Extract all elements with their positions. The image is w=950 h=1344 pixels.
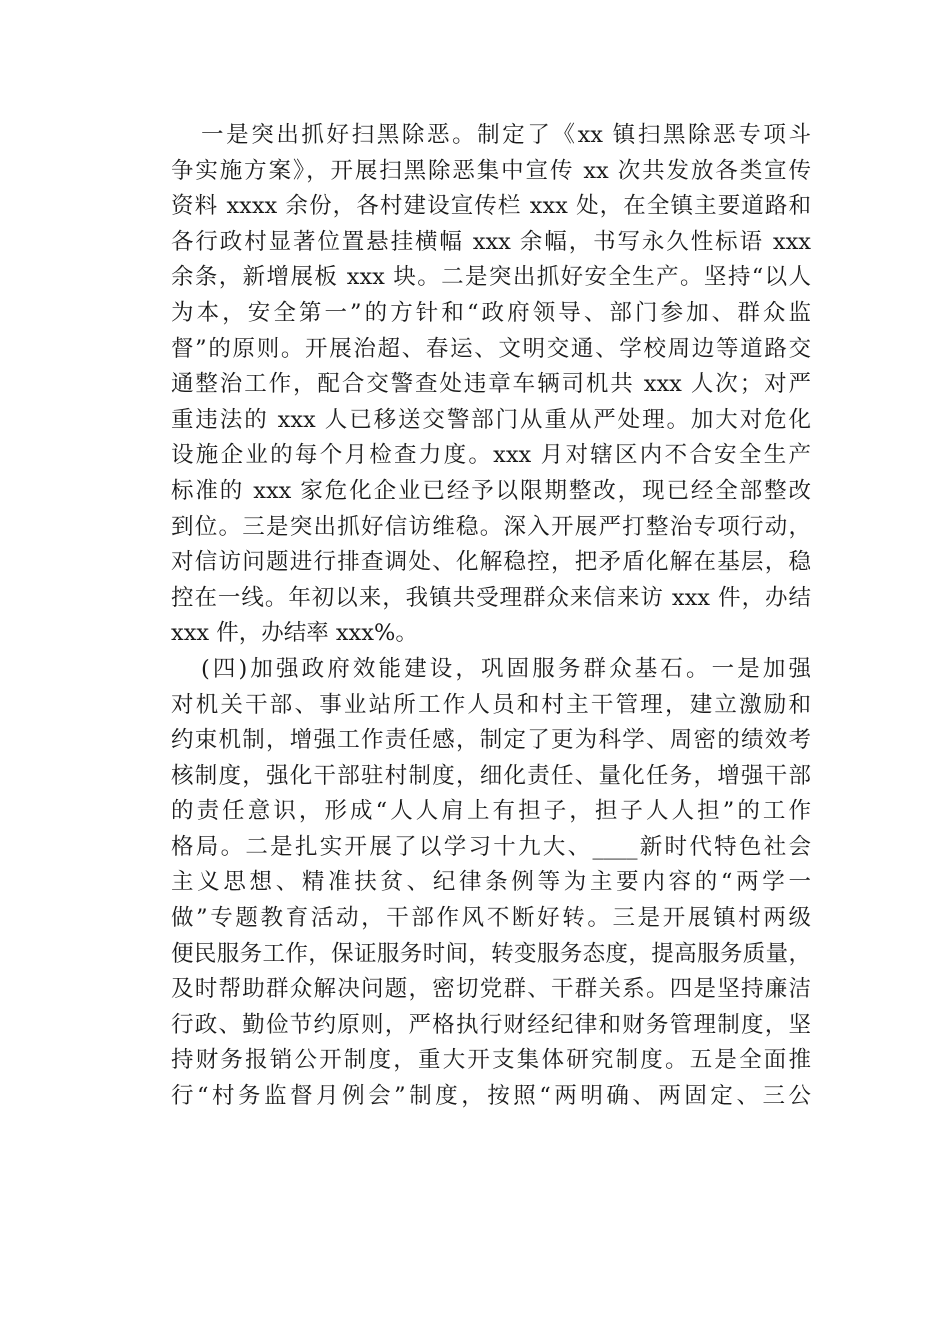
text-line: xxx 件，办结率 xxx%。: [171, 620, 418, 647]
paragraph-security-work: [171, 118, 811, 652]
text-line: 重违法的 xxx 人已移送交警部门从重从严处理。加大对危化: [171, 406, 811, 433]
text-line: 做”专题教育活动，干部作风不断好转。三是开展镇村两级: [171, 905, 811, 932]
text-line: 资料 xxxx 余份，各村建设宣传栏 xxx 处，在全镇主要道路和: [171, 193, 811, 220]
text-line: 便民服务工作，保证服务时间，转变服务态度，提高服务质量，: [171, 940, 811, 967]
text-line: 格局。二是扎实开展了以学习十九大、____新时代特色社会: [171, 833, 811, 860]
text-line: 为本，安全第一”的方针和“政府领导、部门参加、群众监: [171, 299, 811, 326]
text-line: 各行政村显著位置悬挂横幅 xxx 余幅，书写永久性标语 xxx: [171, 228, 811, 255]
text-line: (四)加强政府效能建设，巩固服务群众基石。一是加强: [201, 655, 811, 682]
text-line: 对信访问题进行排查调处、化解稳控，把矛盾化解在基层，稳: [171, 549, 811, 576]
text-line: 约束机制，增强工作责任感，制定了更为科学、周密的绩效考: [171, 727, 811, 754]
text-line: 通整治工作，配合交警查处违章车辆司机共 xxx 人次；对严: [171, 371, 811, 398]
text-line: 督”的原则。开展治超、春运、文明交通、学校周边等道路交: [171, 335, 811, 362]
text-line: 标准的 xxx 家危化企业已经予以限期整改，现已经全部整改: [171, 477, 811, 504]
body-text: [171, 118, 811, 1115]
text-line: 主义思想、精准扶贫、纪律条例等为主要内容的“两学一: [171, 869, 811, 896]
text-line: 余条，新增展板 xxx 块。二是突出抓好安全生产。坚持“以人: [171, 264, 811, 291]
text-line: 行“村务监督月例会”制度，按照“两明确、两固定、三公: [171, 1083, 811, 1110]
paragraph-government-efficiency: [171, 652, 811, 1115]
text-line: 行政、勤俭节约原则，严格执行财经纪律和财务管理制度，坚: [171, 1011, 811, 1038]
text-line: 的责任意识，形成“人人肩上有担子，担子人人担”的工作: [171, 798, 811, 825]
text-line: 核制度，强化干部驻村制度，细化责任、量化任务，增强干部: [171, 762, 811, 789]
text-line: 持财务报销公开制度，重大开支集体研究制度。五是全面推: [171, 1047, 811, 1074]
text-line: 到位。三是突出抓好信访维稳。深入开展严打整治专项行动，: [171, 513, 811, 540]
text-line: 一是突出抓好扫黑除恶。制定了《xx 镇扫黑除恶专项斗: [201, 122, 811, 148]
text-line: 控在一线。年初以来，我镇共受理群众来信来访 xxx 件，办结: [171, 584, 811, 611]
text-line: 设施企业的每个月检查力度。xxx 月对辖区内不合安全生产: [171, 442, 811, 469]
text-line: 对机关干部、事业站所工作人员和村主干管理，建立激励和: [171, 691, 811, 718]
text-line: 及时帮助群众解决问题，密切党群、干群关系。四是坚持廉洁: [171, 976, 811, 1003]
text-line: 争实施方案》，开展扫黑除恶集中宣传 xx 次共发放各类宣传: [171, 157, 811, 184]
